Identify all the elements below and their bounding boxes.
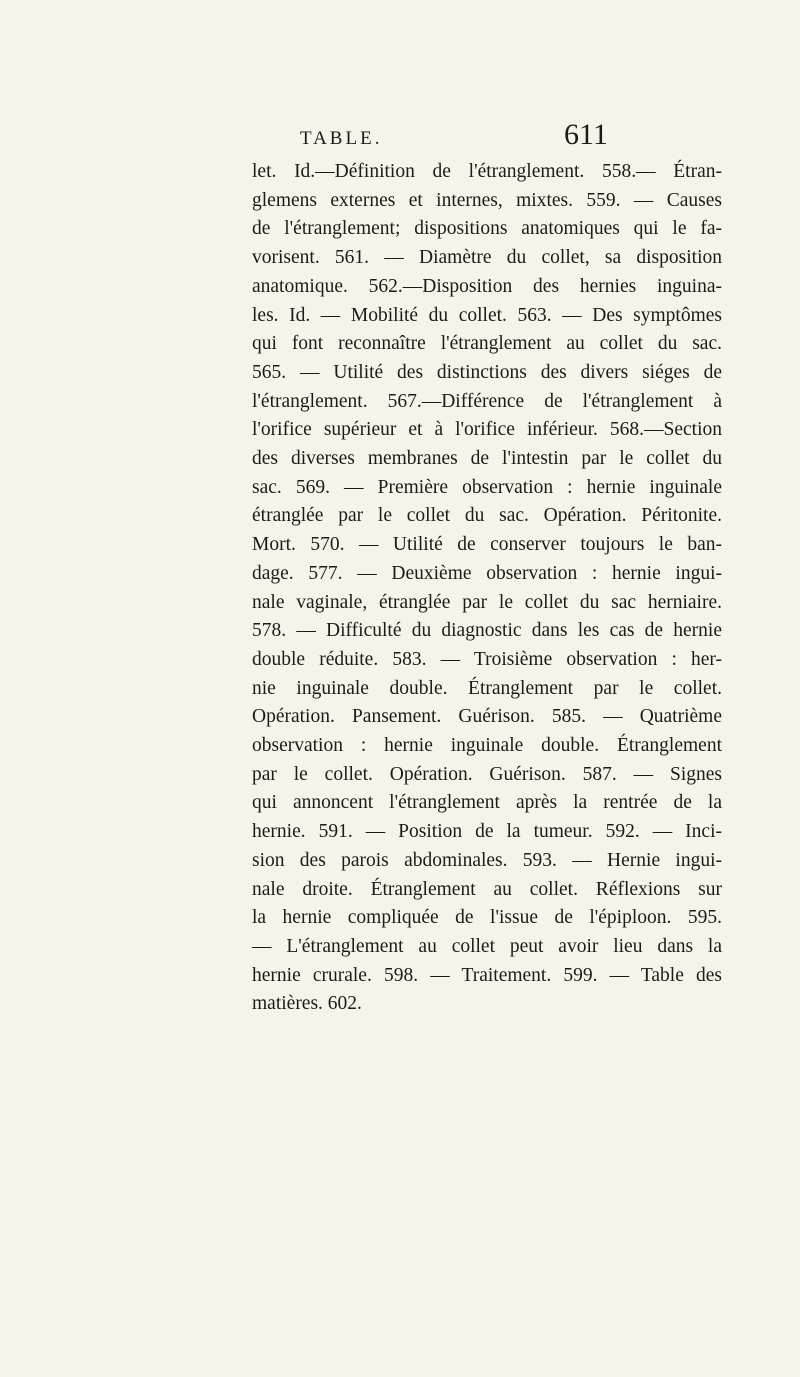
text-line: Mort. 570. — Utilité de conserver toujours le ban- — [252, 534, 722, 556]
text-line: hernie. 591. — Position de la tumeur. 592. — Inci- — [252, 821, 722, 843]
text-line: glemens externes et internes, mixtes. 559. — Causes — [252, 189, 722, 211]
text-line: — L'étranglement au collet peut avoir lieu dans la — [252, 935, 722, 957]
page-number: 611 — [564, 118, 608, 151]
text-line: Opération. Pansement. Guérison. 585. — Quatrième — [252, 706, 722, 728]
text-line: 578. — Difficulté du diagnostic dans les cas de hernie — [252, 620, 722, 642]
text-line: de l'étranglement; dispositions anatomiques qui le fa- — [252, 218, 722, 240]
text-line: étranglée par le collet du sac. Opération. Péritonite. — [252, 505, 722, 527]
text-line: sion des parois abdominales. 593. — Hernie ingui- — [252, 849, 722, 871]
text-line: double réduite. 583. — Troisième observation : her- — [252, 648, 722, 670]
text-line: nale vaginale, étranglée par le collet du sac herniaire. — [252, 591, 722, 613]
text-line: les. Id. — Mobilité du collet. 563. — Des symptômes — [252, 304, 722, 326]
text-line: anatomique. 562.—Disposition des hernies inguina- — [252, 275, 722, 297]
text-line: hernie crurale. 598. — Traitement. 599. — Table des — [252, 964, 722, 986]
text-line: observation : hernie inguinale double. Étranglement — [252, 735, 722, 757]
text-line: nale droite. Étranglement au collet. Réflexions sur — [252, 878, 722, 900]
text-line: sac. 569. — Première observation : hernie inguinale — [252, 476, 722, 498]
text-line: matières. 602. — [252, 993, 362, 1015]
text-line: vorisent. 561. — Diamètre du collet, sa disposition — [252, 247, 722, 269]
text-line: qui font reconnaître l'étranglement au collet du sac. — [252, 333, 722, 355]
text-line: 565. — Utilité des distinctions des divers siéges de — [252, 361, 722, 383]
text-line: nie inguinale double. Étranglement par le collet. — [252, 677, 722, 699]
running-title: TABLE. — [300, 128, 383, 149]
page-header — [250, 118, 750, 158]
text-line: qui annoncent l'étranglement après la rentrée de la — [252, 792, 722, 814]
text-line: la hernie compliquée de l'issue de l'épiploon. 595. — [252, 907, 722, 929]
text-line: par le collet. Opération. Guérison. 587. — Signes — [252, 763, 722, 785]
text-line: dage. 577. — Deuxième observation : hernie ingui- — [252, 562, 722, 584]
text-line: des diverses membranes de l'intestin par le collet du — [252, 448, 722, 470]
text-line: l'étranglement. 567.—Différence de l'étranglement à — [252, 390, 722, 412]
text-line: l'orifice supérieur et à l'orifice inférieur. 568.—Section — [252, 419, 722, 441]
text-line: let. Id.—Définition de l'étranglement. 558.— Étran- — [252, 161, 722, 182]
table-of-contents-text — [252, 158, 722, 1019]
